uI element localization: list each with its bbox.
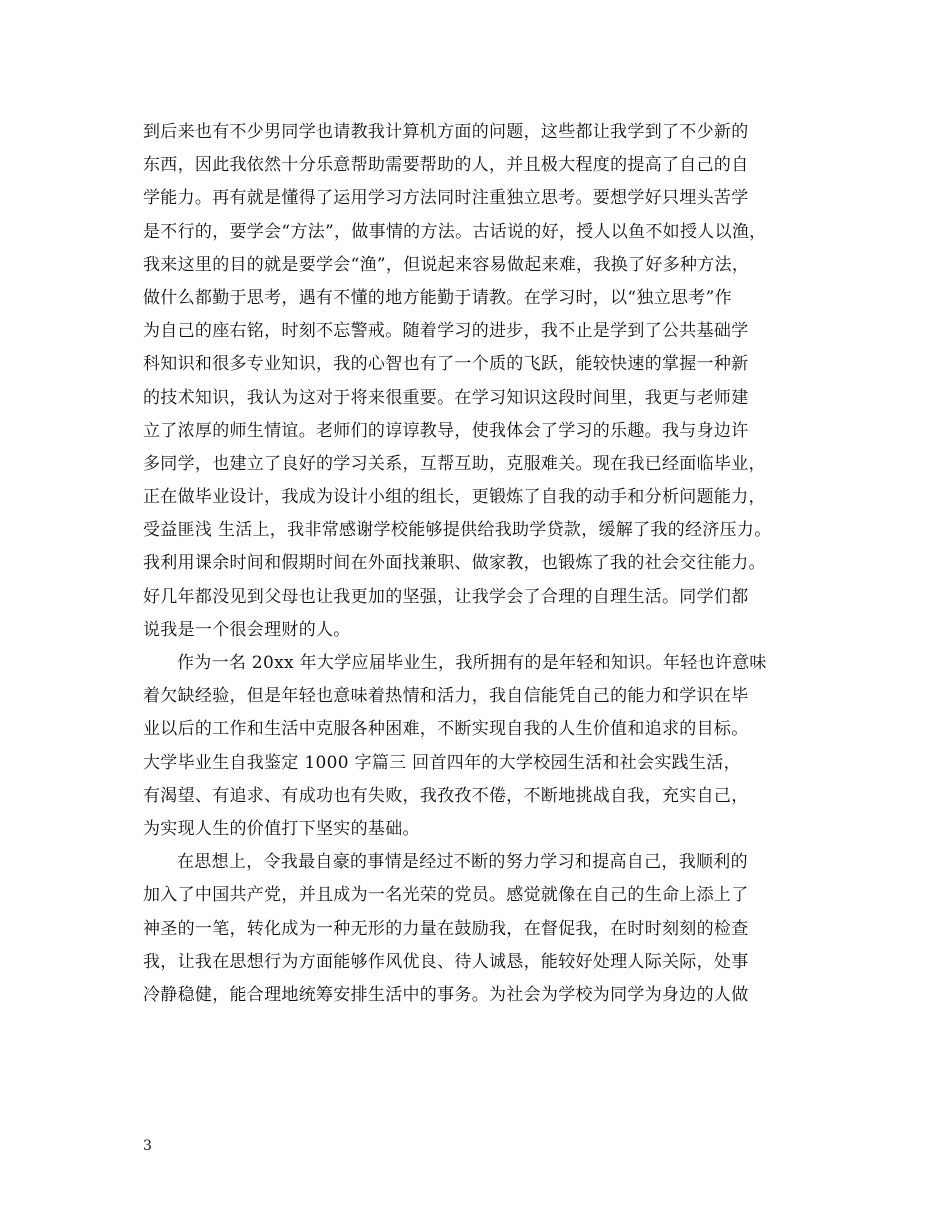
text-line: 多同学，也建立了良好的学习关系，互帮互助，克服难关。现在我已经面临毕业， bbox=[143, 453, 766, 474]
text-line: 立了浓厚的师生情谊。老师们的谆谆教导，使我体会了学习的乐趣。我与身边许 bbox=[143, 420, 749, 441]
text-line: 科知识和很多专业知识，我的心智也有了一个质的飞跃，能较快速的掌握一种新 bbox=[143, 354, 749, 375]
text-line: 着欠缺经验，但是年轻也意味着热情和活力，我自信能凭自己的能力和学识在毕 bbox=[143, 686, 749, 707]
text-line: 为自己的座右铭，时刻不忘警戒。随着学习的进步，我不止是学到了公共基础学 bbox=[143, 321, 749, 342]
text-line: 的技术知识，我认为这对于将来很重要。在学习知识这段时间里，我更与老师建 bbox=[143, 387, 749, 408]
text-line: 到后来也有不少男同学也请教我计算机方面的问题，这些都让我学到了不少新的 bbox=[143, 122, 749, 142]
text-line: 作为一名 20xx 年大学应届毕业生，我所拥有的是年轻和知识。年轻也许意味 bbox=[177, 653, 767, 673]
text-line: 做什么都勤于思考，遇有不懂的地方能勤于请教。在学习时，以“独立思考”作 bbox=[143, 287, 732, 308]
text-line: 学能力。再有就是懂得了运用学习方法同时注重独立思考。要想学好只埋头苦学 bbox=[143, 188, 749, 209]
text-line: 我，让我在思想行为方面能够作风优良、待人诚恳，能较好处理人际关际，处事 bbox=[143, 951, 749, 972]
text-line: 为实现人生的价值打下坚实的基础。 bbox=[143, 818, 420, 839]
text-line: 正在做毕业设计，我成为设计小组的组长，更锻炼了自我的动手和分析问题能力， bbox=[143, 487, 766, 508]
page-number: 3 bbox=[143, 1138, 152, 1154]
text-line: 业以后的工作和生活中克服各种困难，不断实现自我的人生价值和追求的目标。 bbox=[143, 719, 749, 740]
text-line: 有渴望、有追求、有成功也有失败，我孜孜不倦，不断地挑战自我，充实自己， bbox=[143, 785, 749, 806]
text-line: 冷静稳健，能合理地统筹安排生活中的事务。为社会为学校为同学为身边的人做 bbox=[143, 984, 749, 1005]
text-line: 受益匪浅 生活上，我非常感谢学校能够提供给我助学贷款，缓解了我的经济压力。 bbox=[143, 520, 772, 541]
text-line: 是不行的，要学会“方法”，做事情的方法。古话说的好，授人以鱼不如授人以渔， bbox=[143, 221, 767, 242]
text-line: 我利用课余时间和假期时间在外面找兼职、做家教，也锻炼了我的社会交往能力。 bbox=[143, 553, 766, 574]
text-line: 神圣的一笔，转化成为一种无形的力量在鼓励我，在督促我，在时时刻刻的检查 bbox=[143, 918, 749, 939]
text-line: 好几年都没见到父母也让我更加的坚强，让我学会了合理的自理生活。同学们都 bbox=[143, 586, 749, 607]
text-line: 加入了中国共产党，并且成为一名光荣的党员。感觉就像在自己的生命上添上了 bbox=[143, 885, 749, 906]
text-line: 大学毕业生自我鉴定 1000 字篇三 回首四年的大学校园生活和社会实践生活， bbox=[143, 752, 741, 773]
text-line: 我来这里的目的就是要学会“渔”，但说起来容易做起来难，我换了好多种方法， bbox=[143, 254, 750, 275]
text-line: 在思想上，令我最自豪的事情是经过不断的努力学习和提高自己，我顺利的 bbox=[177, 852, 748, 873]
text-line: 东西，因此我依然十分乐意帮助需要帮助的人，并且极大程度的提高了自己的自 bbox=[143, 155, 749, 176]
document-body bbox=[143, 116, 823, 1012]
text-line: 说我是一个很会理财的人。 bbox=[143, 619, 351, 640]
